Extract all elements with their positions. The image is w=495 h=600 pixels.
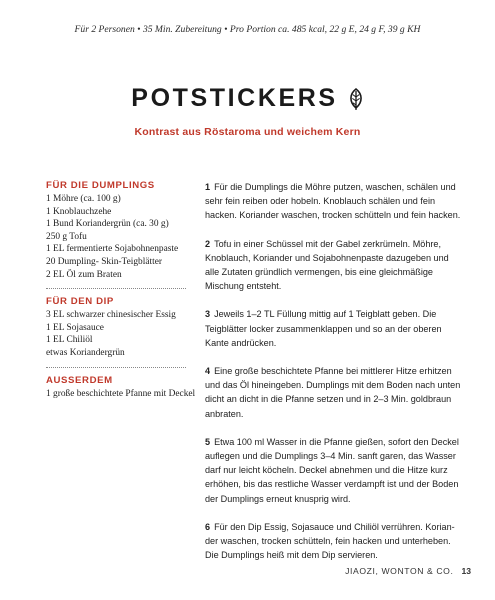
step xyxy=(205,435,463,506)
ingredient-item: 1 EL Chiliöl xyxy=(46,335,93,346)
ingredient-item: 1 Möhre (ca. 100 g) xyxy=(46,194,121,204)
step-text: Tofu in einer Schüssel mit der Gabel zerkrümeln. Möhre, Knoblauch, Koriander und Sojabohnenpaste dazugeben und alle Zutaten gründlich vermengen, bis eine gleichmäßige Mischung entsteht. xyxy=(205,238,449,292)
ingredient-item: 1 EL fermentierte Sojabohnenpaste xyxy=(46,244,179,255)
step-number: 5 xyxy=(205,436,211,447)
recipe-title: POTSTICKERS xyxy=(131,84,338,112)
title-block xyxy=(0,84,495,113)
ingredient-list xyxy=(46,193,196,281)
ingredient-section xyxy=(46,375,196,401)
step-text: Etwa 100 ml Wasser in die Pfanne gießen, sofort den Deckel auflegen und die Dumplings 3–4 Min. sanft garen, das Wasser darf nur leicht köcheln. Deckel abnehmen und die Hitze kurz erhöhen, bis das restliche Wasser verdampft ist und der Boden der Dumplings erneut knusprig wird. xyxy=(205,436,459,504)
instructions-column xyxy=(205,180,463,576)
leaf-icon xyxy=(348,87,364,111)
page-footer xyxy=(345,566,471,576)
section-heading: FÜR DEN DIP xyxy=(46,296,114,308)
ingredient-list xyxy=(46,388,196,401)
ingredient-item: 2 EL Öl zum Braten xyxy=(46,269,122,280)
step xyxy=(205,180,463,223)
ingredient-item: etwas Koriandergrün xyxy=(46,347,125,358)
step-number: 4 xyxy=(205,366,211,377)
ingredient-item: 20 Dumpling- Skin-Teigblätter xyxy=(46,256,162,267)
step-number: 3 xyxy=(205,309,211,320)
recipe-meta xyxy=(0,24,495,35)
step xyxy=(205,307,463,350)
prep-time: 35 Min. Zubereitung xyxy=(142,24,222,35)
recipe-subtitle: Kontrast aus Röstaroma und weichem Kern xyxy=(134,126,361,138)
meta-separator: • xyxy=(224,24,228,35)
section-divider xyxy=(46,288,186,289)
step-number: 2 xyxy=(205,238,211,249)
ingredient-item: 1 Bund Koriandergrün (ca. 30 g) xyxy=(46,219,169,230)
section-divider xyxy=(46,367,186,368)
ingredient-item: 3 EL schwarzer chinesischer Essig xyxy=(46,310,176,321)
ingredient-list xyxy=(46,309,196,359)
section-heading: FÜR DIE DUMPLINGS xyxy=(46,180,155,191)
step-text: Eine große beschichtete Pfanne bei mittlerer Hitze erhitzen und das Öl hineingeben. Dumplings mit dem Boden nach unten dicht an dicht in die Pfanne setzen und in 2–3 Min. goldbraun anbraten. xyxy=(205,366,461,419)
step-number: 1 xyxy=(205,182,211,192)
step-number: 6 xyxy=(205,521,211,532)
servings: Für 2 Personen xyxy=(74,24,135,35)
ingredient-item: 1 Knoblauchzehe xyxy=(46,206,112,217)
meta-separator: • xyxy=(137,24,141,35)
step-text: Für die Dumplings die Möhre putzen, waschen, schälen und sehr fein reiben oder hobeln. Knoblauch schälen und fein hacken. Koriander waschen, trocken schütteln und fein hacken. xyxy=(205,182,461,221)
ingredient-section xyxy=(46,180,196,281)
ingredient-item: 1 große beschichtete Pfanne mit Deckel xyxy=(46,388,196,399)
ingredient-item: 1 EL Sojasauce xyxy=(46,322,104,333)
page-number: 13 xyxy=(461,566,471,576)
ingredient-section xyxy=(46,296,196,359)
step-text: Jeweils 1–2 TL Füllung mittig auf 1 Teigblatt geben. Die Teigblätter locker zusammenklappen und so an der oberen Kante andrücken. xyxy=(205,309,442,348)
step xyxy=(205,237,463,294)
nutrition-info: Pro Portion ca. 485 kcal, 22 g E, 24 g F, 39 g KH xyxy=(229,24,421,35)
step xyxy=(205,364,463,421)
step xyxy=(205,520,463,563)
section-heading: AUSSERDEM xyxy=(46,374,113,386)
ingredients-column xyxy=(46,180,196,400)
ingredient-item: 250 g Tofu xyxy=(46,231,87,242)
step-text: Für den Dip Essig, Sojasauce und Chiliöl verrühren. Koriander waschen, trocken schütteln, fein hacken und unterheben. Die Dumplings heiß mit dem Dip servieren. xyxy=(205,521,455,561)
book-title: JIAOZI, WONTON & CO. xyxy=(345,566,454,576)
